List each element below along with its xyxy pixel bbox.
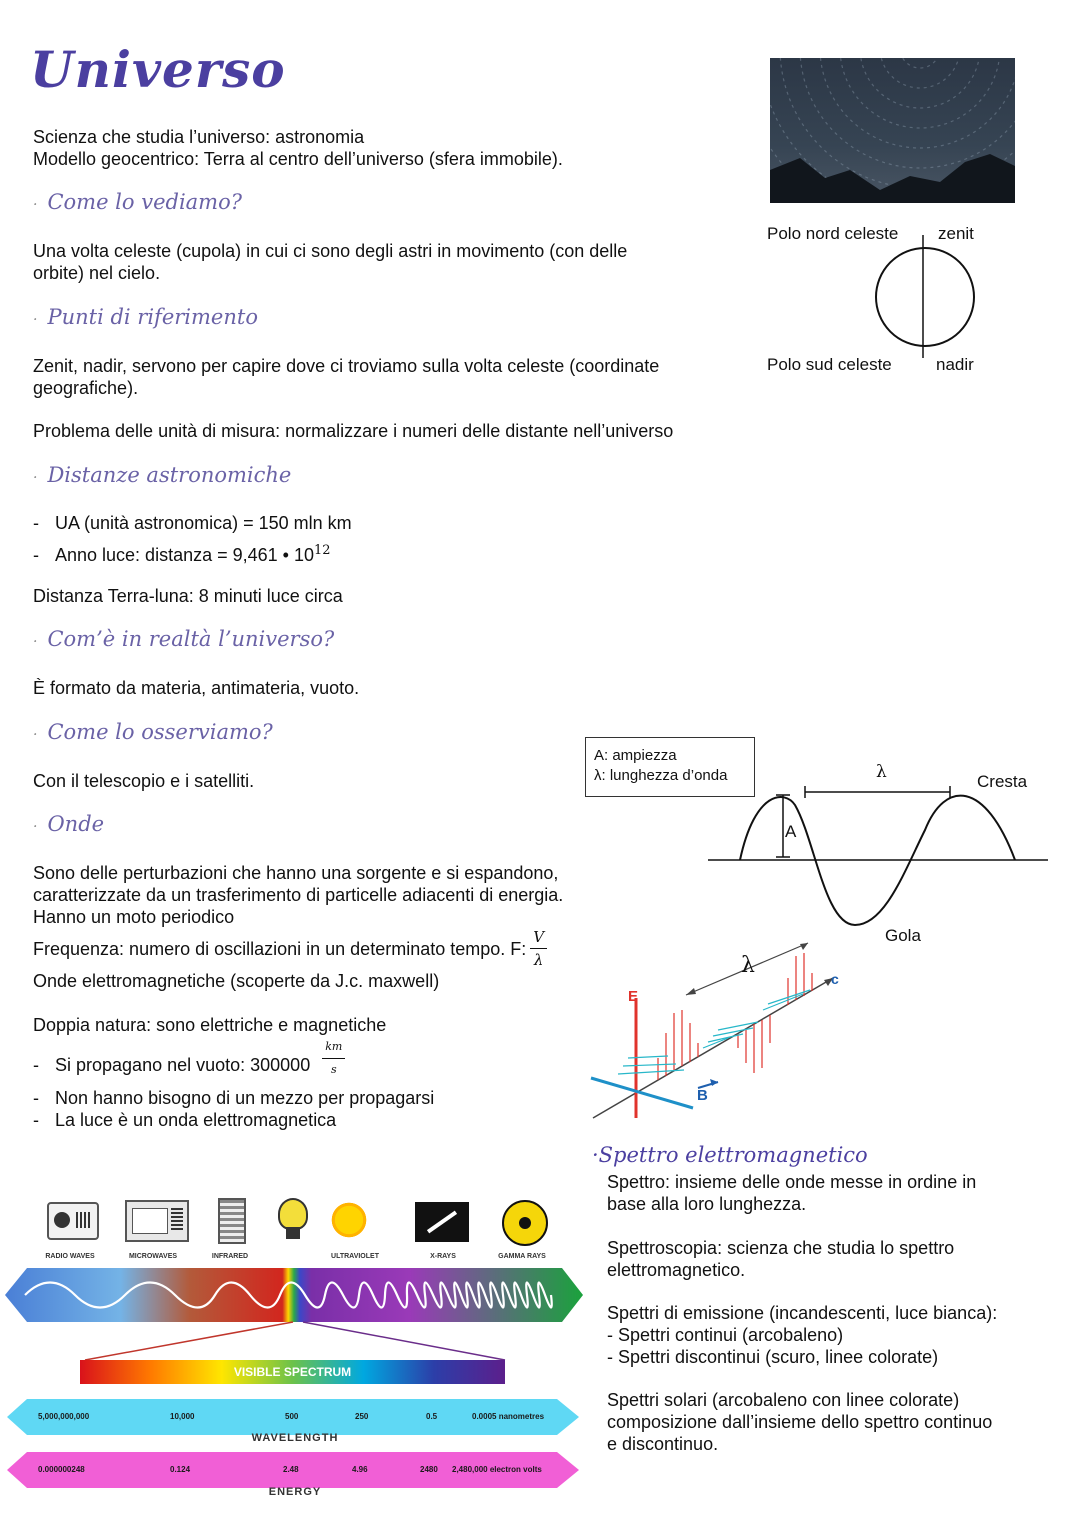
spettro-p2b: elettromagnetico. (607, 1260, 746, 1280)
label-zenit: zenit (938, 224, 974, 243)
distanze-text: Distanza Terra-luna: 8 minuti luce circa (33, 586, 343, 606)
radiation-icon (502, 1200, 548, 1246)
wave-gola-label: Gola (885, 926, 921, 945)
distanze-list (33, 512, 352, 566)
heading-vediamo: · Come lo vediamo? (33, 190, 243, 214)
osserviamo-text: Con il telescopio e i satelliti. (33, 771, 255, 791)
wavelength-tick: 0.0005 nanometres (472, 1412, 545, 1421)
spettro-p3-item1: - Spettri continui (arcobaleno) (607, 1325, 844, 1345)
spettro-p4a: Spettri solari (arcobaleno con linee colorate) (607, 1390, 960, 1410)
em-spectrum-chart (5, 1190, 585, 1510)
light-bulb-base-icon (286, 1227, 300, 1239)
page-title: Universo (30, 40, 286, 99)
riferimento-text-1: Zenit, nadir, servono per capire dove ci troviamo sulla volta celeste (coordinate (33, 356, 660, 376)
vediamo-text-2: orbite) nel cielo. (33, 263, 161, 283)
realta-text: È formato da materia, antimateria, vuoto. (33, 678, 360, 698)
spettro-p4b: composizione dall’insieme dello spettro continuo (607, 1412, 993, 1432)
sun-icon (327, 1198, 371, 1242)
heading-riferimento: · Punti di riferimento (33, 305, 258, 329)
em-e-label: E (628, 988, 639, 1005)
bullet-dot-icon: · (33, 727, 38, 743)
wave-amplitude-label: A (785, 822, 797, 841)
bullet-dot-icon: · (33, 819, 38, 835)
em-lambda-label: λ (741, 953, 755, 978)
visible-spectrum-bar (80, 1360, 505, 1384)
band-ultraviolet-label: ULTRAVIOLET (331, 1253, 379, 1260)
spettro-p4c: e discontinuo. (607, 1434, 719, 1454)
energy-tick: 0.000000248 (38, 1465, 85, 1474)
heading-osserviamo: · Come lo osserviamo? (33, 720, 273, 744)
bullet-dot-icon: · (33, 470, 38, 486)
heading-distanze: · Distanze astronomiche (33, 463, 292, 487)
spettro-p1b: base alla loro lunghezza. (607, 1194, 807, 1214)
spettro-p1a: Spettro: insieme delle onde messe in ordine in (607, 1172, 977, 1192)
light-bulb-icon (278, 1198, 308, 1230)
star-trails-photo (770, 58, 1015, 203)
em-c-label: c (831, 971, 839, 987)
bullet-dot-icon: · (33, 197, 38, 213)
wavelength-tick: 500 (285, 1412, 299, 1421)
band-microwaves-label: MICROWAVES (128, 1253, 178, 1260)
microwave-icon (125, 1200, 189, 1242)
energy-tick: 4.96 (352, 1465, 368, 1474)
speed-unit-fraction: $\frac{km}{s}$ (322, 1036, 345, 1081)
heading-realta: · Com’è in realtà l’universo? (33, 627, 335, 651)
legend-ampiezza: A: ampiezza (594, 747, 677, 764)
wavelength-tick: 250 (355, 1412, 369, 1421)
legend-lunghezza: λ: lunghezza d’onda (594, 767, 728, 784)
em-b-label: B (697, 1087, 708, 1104)
wave-lambda-label: λ (876, 762, 887, 782)
wave-cresta-label: Cresta (977, 772, 1028, 791)
remote-icon (218, 1198, 246, 1244)
spectrum-band (5, 1265, 585, 1325)
visible-connector (5, 1320, 585, 1365)
spettro-p3: Spettri di emissione (incandescenti, luce bianca): (607, 1303, 998, 1323)
list-item: - Si propagano nel vuoto: 300000 $\frac{km}{s}$ (33, 1042, 434, 1087)
list-item: - UA (unità astronomica) = 150 mln km (33, 513, 352, 533)
energy-tick: 2,480,000 electron volts (452, 1465, 542, 1474)
onde-doppia: Doppia natura: sono elettriche e magnetiche (33, 1015, 387, 1035)
energy-tick: 2.48 (283, 1465, 299, 1474)
label-polo-sud: Polo sud celeste (767, 355, 892, 374)
band-gamma-label: GAMMA RAYS (498, 1253, 546, 1260)
label-nadir: nadir (936, 355, 974, 374)
intro-line-2: Modello geocentrico: Terra al centro dell’universo (sfera immobile). (33, 149, 563, 169)
spettro-p3-item2: - Spettri discontinui (scuro, linee colorate) (607, 1347, 939, 1367)
label-polo-nord: Polo nord celeste (767, 224, 899, 243)
onde-list (33, 1042, 434, 1131)
riferimento-text-3: Problema delle unità di misura: normalizzare i numeri delle distante nell’universo (33, 421, 674, 441)
heading-spettro: ·Spettro elettromagnetico (592, 1143, 868, 1167)
wavelength-tick: 0.5 (426, 1412, 438, 1421)
onde-text-1: Sono delle perturbazioni che hanno una sorgente e si espandono, (33, 863, 559, 883)
energy-label: ENERGY (268, 1486, 322, 1498)
bullet-dot-icon: · (33, 312, 38, 328)
onde-em: Onde elettromagnetiche (scoperte da J.c. maxwell) (33, 971, 440, 991)
list-item: - La luce è un onda elettromagnetica (33, 1110, 337, 1130)
band-xrays-label: X-RAYS (430, 1253, 456, 1260)
wavelength-label: WAVELENGTH (251, 1432, 339, 1444)
spettro-p2a: Spettroscopia: scienza che studia lo spettro (607, 1238, 955, 1258)
band-infrared-label: INFRARED (211, 1253, 249, 1260)
energy-tick: 2480 (420, 1465, 438, 1474)
wavelength-tick: 10,000 (170, 1412, 195, 1421)
onde-text-3: Hanno un moto periodico (33, 907, 235, 927)
energy-tick: 0.124 (170, 1465, 191, 1474)
riferimento-text-2: geografiche). (33, 378, 139, 398)
bullet-dot-icon: · (33, 634, 38, 650)
intro-line-1: Scienza che studia l’universo: astronomia (33, 127, 365, 147)
radio-icon (47, 1202, 99, 1240)
list-item: - Non hanno bisogno di un mezzo per propagarsi (33, 1088, 435, 1108)
xray-bone-icon (415, 1202, 469, 1242)
heading-onde: · Onde (33, 812, 105, 836)
frequency-fraction: $\frac{V}{\lambda}$ (530, 926, 547, 971)
list-item: - Anno luce: distanza = 9,461 • $10^{12}$ (33, 543, 331, 565)
onde-text-2: caratterizzate da un trasferimento di particelle adiacenti di energia. (33, 885, 564, 905)
band-radio-label: RADIO WAVES (45, 1253, 95, 1260)
celestial-sphere-diagram (860, 230, 990, 370)
frequency-formula: Frequenza: numero di oscillazioni in un determinato tempo. F: $\frac{V}{\lambda}$ (33, 926, 547, 971)
vediamo-text-1: Una volta celeste (cupola) in cui ci sono degli astri in movimento (con delle (33, 241, 628, 261)
visible-spectrum-label: VISIBLE SPECTRUM (233, 1365, 352, 1379)
em-wave-diagram (588, 938, 848, 1123)
wavelength-tick: 5,000,000,000 (38, 1412, 90, 1421)
